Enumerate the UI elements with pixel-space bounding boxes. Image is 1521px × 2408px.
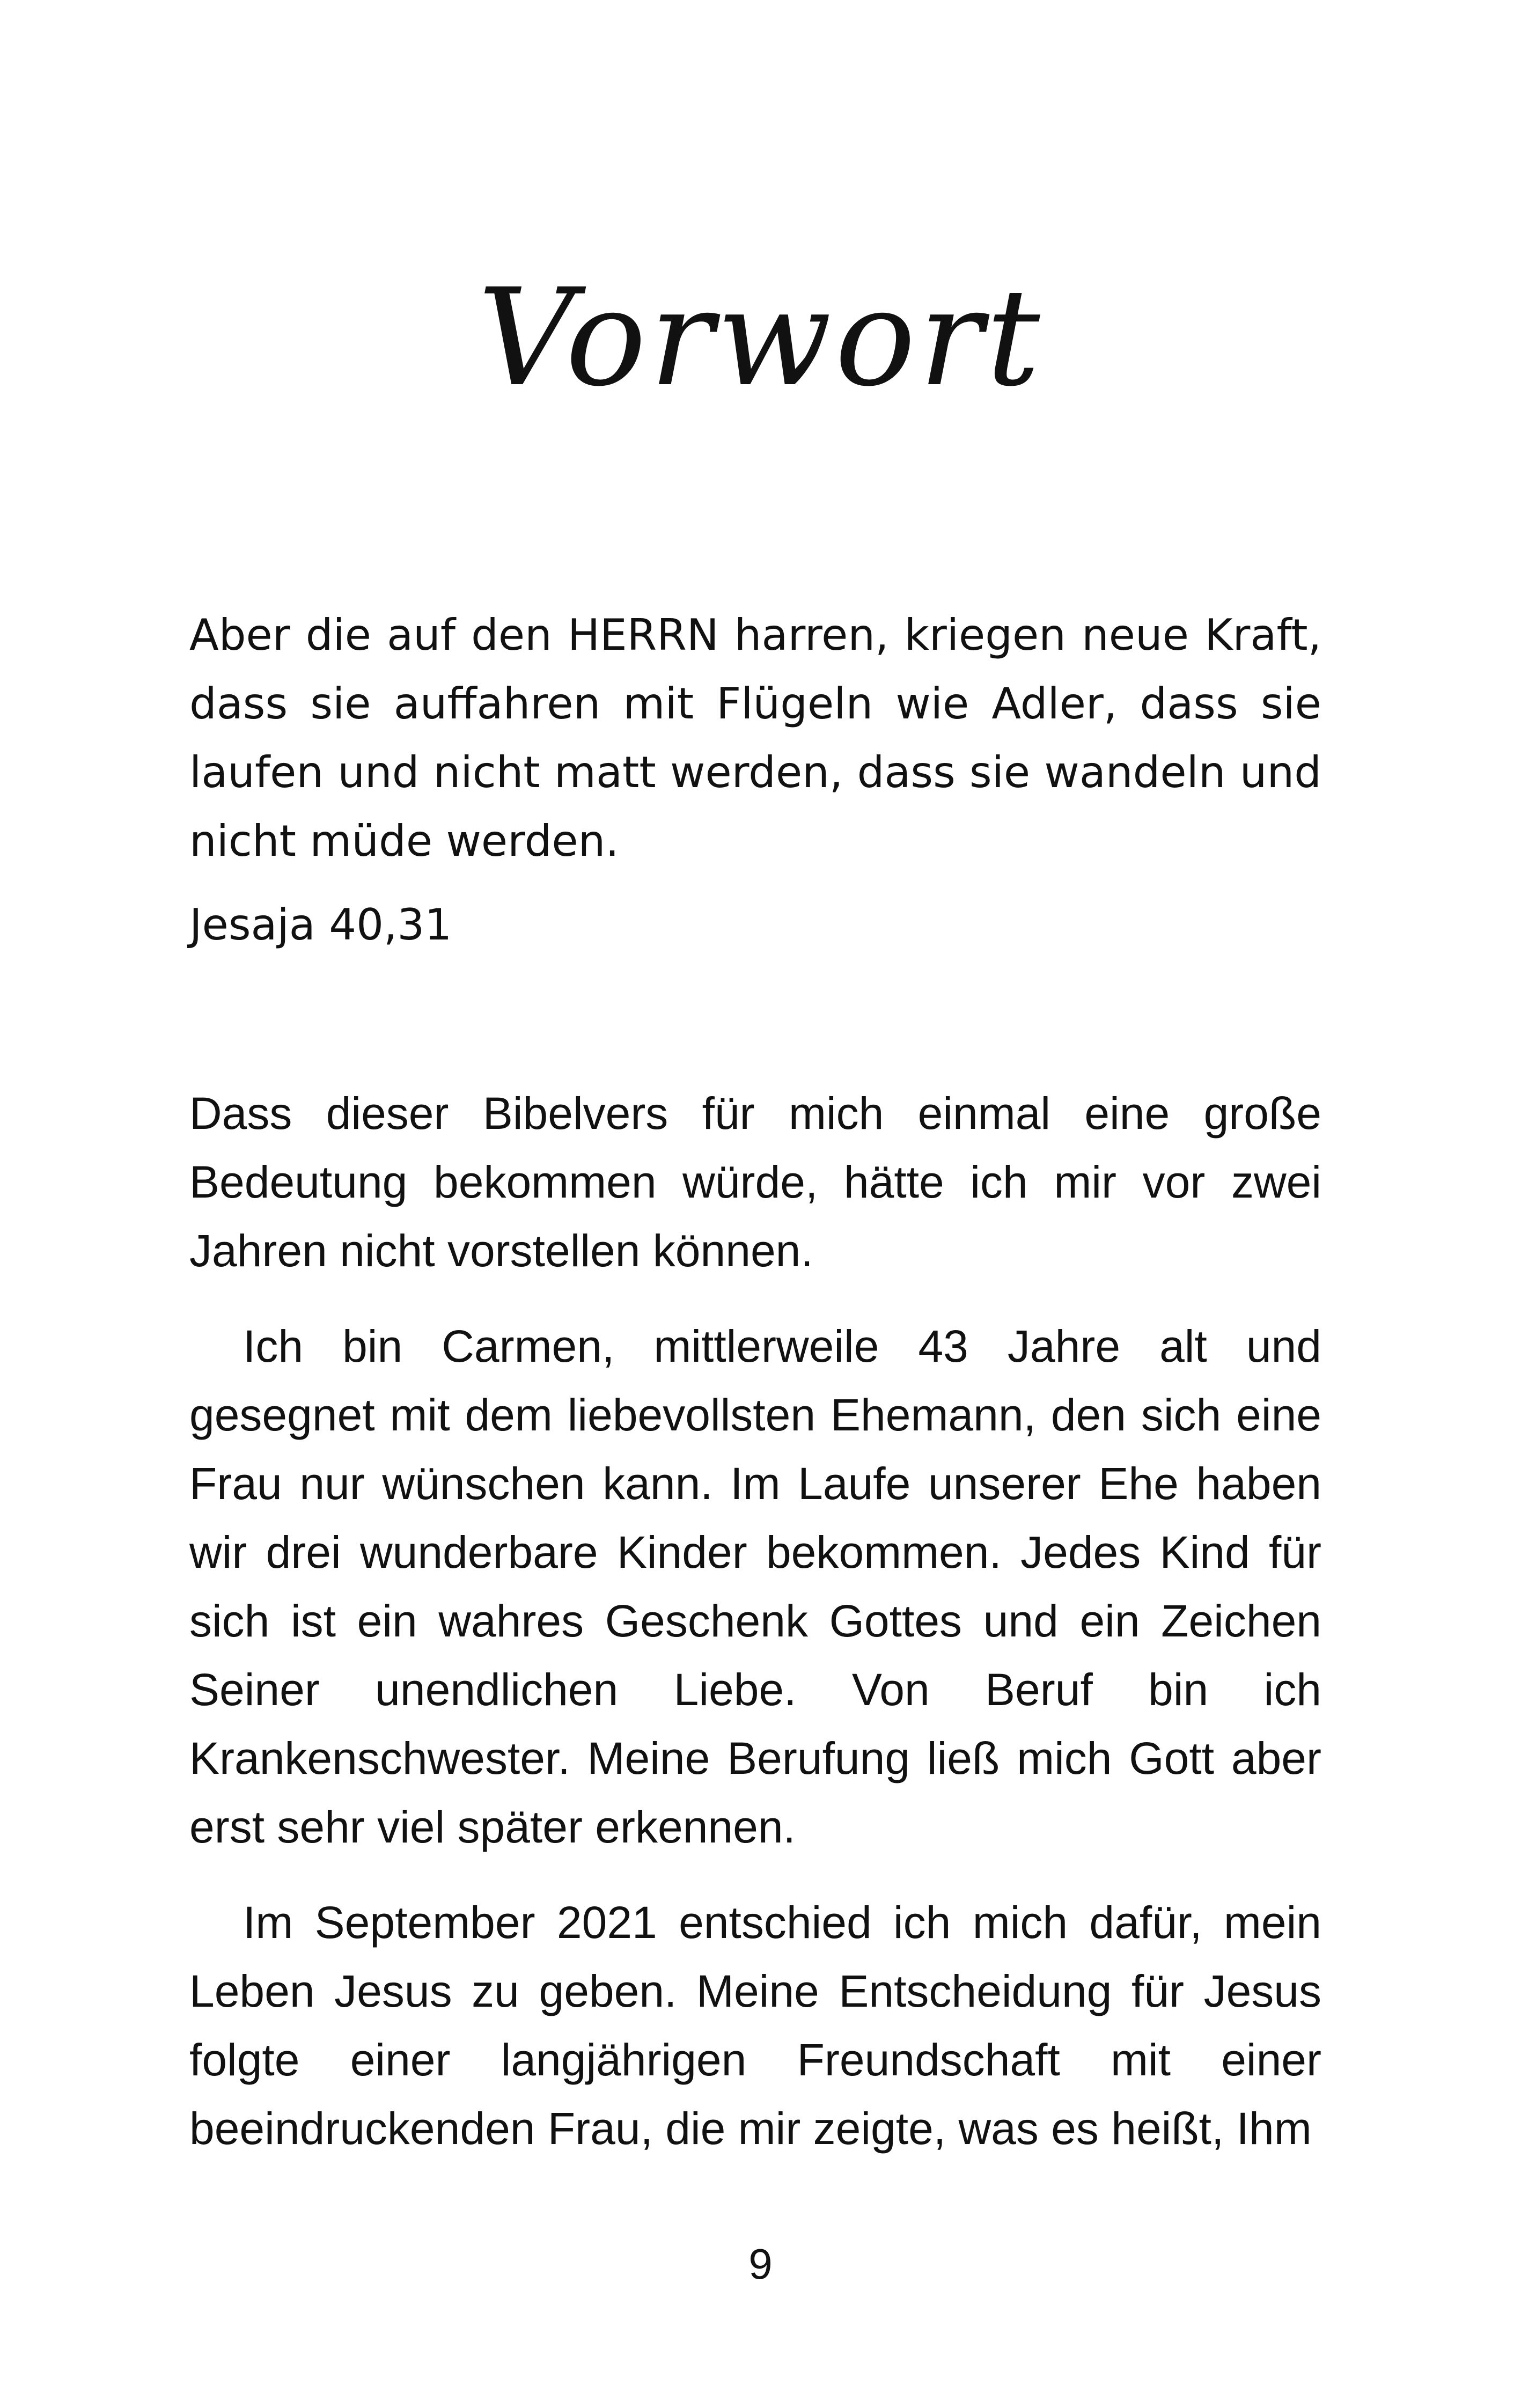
paragraph-2: Ich bin Carmen, mittlerweile 43 Jahre alt und gesegnet mit dem liebevollsten Ehemann, den sich eine Frau nur wünschen kann. Im Laufe unserer Ehe haben wir drei wunderbare Kinder bekommen. Jedes Kind für sich ist ein wahres Geschenk Gottes und ein Zeichen Seiner unendlichen Liebe. Von Beruf bin ich Krankenschwester. Meine Berufung ließ mich Gott aber erst sehr viel später erkennen. <box>189 1321 1321 1852</box>
epigraph-verse: Aber die auf den HERRN harren, kriegen neue Kraft, dass sie auffahren mit Flügeln wie Adler, dass sie laufen und nicht matt werden, dass sie wandeln und nicht müde werden. <box>189 610 1321 866</box>
body-text <box>189 1079 1321 2190</box>
paragraph-3: Im September 2021 entschied ich mich dafür, mein Leben Jesus zu geben. Meine Entscheidung für Jesus folgte einer langjährigen Freundschaft mit einer beeindruckenden Frau, die mir zeigte, was es heißt, Ihm <box>189 1897 1321 2154</box>
chapter-title: Vorwort <box>477 260 1044 416</box>
page-number: 9 <box>748 2240 773 2288</box>
paragraph-1: Dass dieser Bibelvers für mich einmal eine große Bedeutung bekommen würde, hätte ich mir vor zwei Jahren nicht vorstellen können. <box>189 1088 1321 1276</box>
epigraph-source: Jesaja 40,31 <box>189 900 452 950</box>
